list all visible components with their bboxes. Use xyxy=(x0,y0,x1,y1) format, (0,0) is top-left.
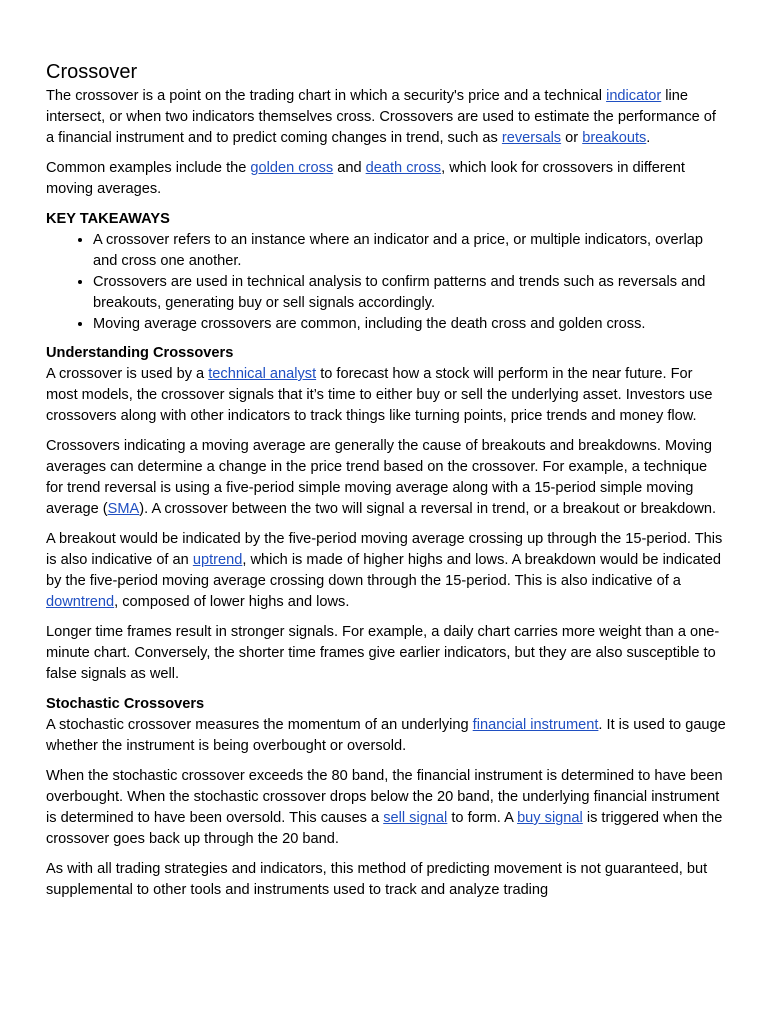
link-buy-signal[interactable]: buy signal xyxy=(517,810,583,826)
understanding-paragraph-4: Longer time frames result in stronger signals. For example, a daily chart carries more weight than a one-minute chart. Conversely, the shorter time frames give earlier indicators, but they are also susceptible to false signals as well. xyxy=(46,624,720,682)
page-title: Crossover xyxy=(46,61,138,83)
link-sma[interactable]: SMA xyxy=(107,501,140,517)
understanding-paragraph-2: Crossovers indicating a moving average are generally the cause of breakouts and breakdowns. Moving averages can determine a change in the price trend based on the crossover. For example, a technique for trend reversal is using a five-period simple moving average along with a 15-period simple moving average (SMA). A crossover between the two will signal a reversal in trend, or a breakout or breakdown. xyxy=(46,438,717,517)
intro-paragraph-2: Common examples include the golden cross and death cross, which look for crossovers in different moving averages. xyxy=(46,160,685,197)
link-downtrend[interactable]: downtrend xyxy=(46,594,115,610)
understanding-heading: Understanding Crossovers xyxy=(46,345,234,361)
stochastic-paragraph-3: As with all trading strategies and indicators, this method of predicting movement is not guaranteed, but supplemental to other tools and instruments used to track and analyze trading xyxy=(46,861,708,898)
list-item: • A crossover refers to an instance where an indicator and a price, or multiple indicators, overlap and cross one another. xyxy=(93,230,726,272)
stochastic-paragraph-1: A stochastic crossover measures the momentum of an underlying financial instrument. It is used to gauge whether the instrument is being overbought or oversold. xyxy=(46,717,726,754)
stochastic-heading: Stochastic Crossovers xyxy=(46,696,205,712)
link-indicator[interactable]: indicator xyxy=(606,88,662,104)
link-golden-cross[interactable]: golden cross xyxy=(250,160,334,176)
link-technical-analyst[interactable]: technical analyst xyxy=(208,366,317,382)
intro-paragraph-1: The crossover is a point on the trading chart in which a security's price and a technical indicator line intersect, or when two indicators themselves cross. Crossovers are used to estimate the performance of a financial instrument and to predict coming changes in trend, such as reversals or breakouts. xyxy=(46,88,716,146)
list-item: • Crossovers are used in technical analysis to confirm patterns and trends such as reversals and breakouts, generating buy or sell signals accordingly. xyxy=(93,272,726,314)
key-takeaways-list xyxy=(46,230,726,335)
document-page xyxy=(46,58,726,910)
link-death-cross[interactable]: death cross xyxy=(365,160,442,176)
link-uptrend[interactable]: uptrend xyxy=(192,552,243,568)
link-reversals[interactable]: reversals xyxy=(501,130,562,146)
understanding-paragraph-3: A breakout would be indicated by the five-period moving average crossing up through the 15-period. This is also indicative of an uptrend, which is made of higher highs and lows. A breakdown would be indicated by the five-period moving average crossing down through the 15-period. This is also indicative of a downtrend, composed of lower highs and lows. xyxy=(46,531,723,610)
link-financial-instrument[interactable]: financial instrument xyxy=(472,717,599,733)
link-breakouts[interactable]: breakouts xyxy=(582,130,647,146)
stochastic-paragraph-2: When the stochastic crossover exceeds the 80 band, the financial instrument is determined to have been overbought. When the stochastic crossover drops below the 20 band, the underlying financial instrument is determined to have been oversold. This causes a sell signal to form. A buy signal is triggered when the crossover goes back up through the 20 band. xyxy=(46,768,723,847)
understanding-paragraph-1: A crossover is used by a technical analyst to forecast how a stock will perform in the near future. For most models, the crossover signals that it’s time to either buy or sell the underlying asset. Investors use crossovers along with other indicators to track things like turning points, price trends and money flow. xyxy=(46,366,713,424)
list-item: • Moving average crossovers are common, including the death cross and golden cross. xyxy=(93,314,726,335)
key-takeaways-heading: KEY TAKEAWAYS xyxy=(46,211,170,227)
link-sell-signal[interactable]: sell signal xyxy=(383,810,448,826)
